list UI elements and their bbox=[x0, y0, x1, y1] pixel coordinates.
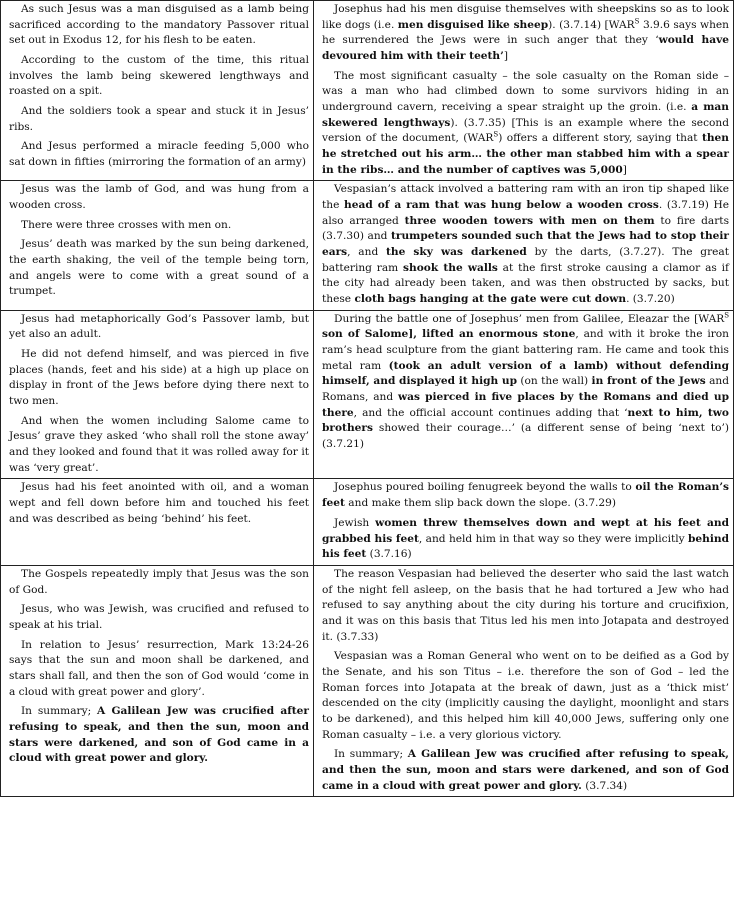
table-row bbox=[1, 310, 734, 479]
left-paragraph: As such Jesus was a man disguised as a lamb being sacrificed according to the mandatory Passover ritual set out in Exodus 12, for his flesh to be eaten. bbox=[9, 3, 309, 47]
bold-text: was pierced in five places by the Romans and died up there bbox=[322, 391, 729, 419]
comparison-table-body bbox=[1, 1, 734, 797]
left-paragraph: And when the women including Salome came to Jesus’ grave they asked ‘who shall roll the stone away’ and they looked and found that it was rolled away for it was ‘very great’. bbox=[9, 414, 309, 474]
left-paragraph: Jesus, who was Jewish, was crucified and refused to speak at his trial. bbox=[9, 603, 309, 631]
right-paragraph bbox=[322, 312, 729, 453]
text-run: ). (3.7.35) [This is an example where the second version of the document, (WAR bbox=[322, 116, 729, 145]
text-run: , and the official account continues adding that ‘ bbox=[353, 406, 628, 419]
text-run: (3.7.34) bbox=[581, 779, 628, 792]
text-run: by the darts, (3.7.27). The great battering ram bbox=[322, 246, 730, 274]
table-row bbox=[1, 181, 734, 310]
bold-text: next to him, two brothers bbox=[322, 406, 729, 435]
left-paragraph bbox=[9, 704, 309, 767]
text-run: Jewish bbox=[334, 516, 376, 529]
right-paragraph bbox=[322, 2, 729, 65]
text-run: showed their courage…’ (a different sense of being ‘next to’) (3.7.21) bbox=[322, 422, 729, 451]
text-run: Josephus poured boiling fenugreek beyond the walls to bbox=[334, 481, 636, 494]
text-run: ). (3.7.14) [WAR bbox=[548, 18, 635, 31]
left-paragraph: Jesus’ death was marked by the sun being darkened, the earth shaking, the veil of the temple being torn, and angels were to come with a great sound of a trumpet. bbox=[9, 238, 309, 298]
text-run: In summary; bbox=[21, 705, 98, 718]
right-paragraph bbox=[322, 747, 729, 794]
superscript: S bbox=[634, 17, 640, 26]
text-run: , and with it broke the iron ram’s head sculpture from the giant battering ram. He came and took this metal ram bbox=[322, 328, 729, 372]
text-run: 3.9.6 says when he surrendered the Jews were in such anger that they ‘ bbox=[322, 18, 729, 47]
bold-text: in front of the Jews bbox=[591, 375, 706, 388]
text-run: at the first stroke causing a clamor as if the city had already been taken, and was then obstructed by sacks, but these bbox=[322, 261, 729, 306]
left-paragraph: Jesus had metaphorically God’s Passover lamb, but yet also an adult. bbox=[9, 312, 309, 341]
bold-text: A Galilean Jew was crucified after refusing to speak, and then the sun, moon and stars were darkened, and son of God came in a cloud with great power and glory. bbox=[9, 705, 309, 765]
table-row bbox=[1, 479, 734, 565]
text-run: , and held him in that way so they were implicitly bbox=[418, 532, 689, 545]
left-cell bbox=[1, 565, 314, 796]
bold-text: head of a ram that was hung below a wooden cross bbox=[344, 199, 659, 212]
bold-text: three wooden towers with men on them bbox=[404, 214, 655, 227]
table-row bbox=[1, 565, 734, 796]
left-paragraph: In relation to Jesus’ resurrection, Mark 13:24-26 says that the sun and moon shall be darkened, and stars shall fall, and then the son of God would ‘come in a cloud with great power and glory’. bbox=[9, 638, 309, 698]
left-paragraph: And the soldiers took a spear and stuck it in Jesus’ ribs. bbox=[9, 105, 309, 133]
left-cell bbox=[1, 310, 314, 479]
text-run: Vespasian was a Roman General who went on to be deified as a God by the Senate, and his son Titus – i.e. therefore the son of God – led the Roman forces into Jotapata at the break of dawn, just as a ‘thick mist’ descended on the city (implicitly causing the daylight, moonlight and stars to be darkened), and this helped him kill 40,000 Jews, suffering only one Roman casualty – i.e. a very glorious victory. bbox=[322, 650, 729, 741]
left-paragraph: The Gospels repeatedly imply that Jesus was the son of God. bbox=[9, 567, 309, 596]
text-run: In summary; bbox=[334, 748, 408, 761]
text-run: and make them slip back down the slope. (3.7.29) bbox=[344, 497, 617, 510]
right-paragraph bbox=[322, 516, 729, 563]
bold-text: oil the Roman’s feet bbox=[322, 481, 729, 510]
text-run: ] bbox=[503, 50, 508, 63]
left-paragraph: And Jesus performed a miracle feeding 5,000 who sat down in fifties (mirroring the formation of an army) bbox=[9, 140, 309, 169]
bold-text: son of Salome], lifted an enormous stone bbox=[322, 328, 576, 341]
text-run: ] bbox=[622, 163, 627, 176]
bold-text: trumpeters sounded such that the Jews had to stop their ears bbox=[322, 230, 729, 259]
text-run: The reason Vespasian had believed the deserter who said the last watch of the night fell asleep, on the basis that he had tortured a Jew who had refused to say anything about the city during his torture and crucifixion, and it was on this basis that Titus led his men into Jotapata and destroyed it. (3.7.33) bbox=[322, 567, 729, 643]
text-run: (3.7.16) bbox=[366, 548, 412, 561]
superscript: S bbox=[493, 130, 499, 139]
text-run: to fire darts (3.7.30) and bbox=[322, 214, 730, 243]
table-row bbox=[1, 1, 734, 181]
bold-text: men disguised like sheep bbox=[397, 18, 549, 31]
right-paragraph bbox=[322, 649, 729, 743]
text-run: Vespasian’s attack involved a battering ram with an iron tip shaped like the bbox=[322, 183, 729, 212]
text-run: and Romans, and bbox=[322, 375, 729, 404]
left-paragraph: Jesus was the lamb of God, and was hung from a wooden cross. bbox=[9, 183, 309, 212]
right-paragraph bbox=[322, 182, 729, 307]
left-paragraph: There were three crosses with men on. bbox=[21, 218, 232, 231]
right-cell bbox=[314, 310, 734, 479]
left-cell bbox=[1, 1, 314, 181]
superscript: S bbox=[724, 311, 729, 320]
right-paragraph bbox=[322, 567, 729, 645]
right-paragraph bbox=[322, 480, 729, 511]
text-run: During the battle one of Josephus’ men from Galilee, Eleazar the [WAR bbox=[334, 312, 725, 325]
text-run: . (3.7.20) bbox=[626, 293, 675, 306]
bold-text: a man skewered lengthways bbox=[322, 101, 729, 129]
right-paragraph bbox=[322, 69, 729, 179]
left-cell bbox=[1, 479, 314, 565]
left-cell bbox=[1, 181, 314, 310]
text-run: . (3.7.19) He also arranged bbox=[322, 199, 729, 227]
right-cell bbox=[314, 181, 734, 310]
text-run: The most significant casualty – the sole casualty on the Roman side – was a man who had climbed down to some survivors hiding in an underground cavern, receiving a spear straight up the groin. (i.e. bbox=[322, 69, 729, 114]
left-paragraph: According to the custom of the time, this ritual involves the lamb being skewered lengthways and roasted on a spit. bbox=[9, 54, 309, 98]
bold-text: women threw themselves down and wept at his feet and grabbed his feet bbox=[322, 516, 729, 545]
text-run: ) offers a different story, saying that bbox=[498, 132, 702, 145]
bold-text: behind his feet bbox=[322, 532, 729, 561]
bold-text: (took an adult version of a lamb) without defending himself, and displayed it high up bbox=[322, 359, 730, 388]
bold-text: would have devoured him with their teeth’ bbox=[322, 34, 729, 63]
left-paragraph: Jesus had his feet anointed with oil, and a woman wept and fell down before him and touched his feet and was described as being ‘behind’ his feet. bbox=[9, 481, 309, 525]
right-cell bbox=[314, 479, 734, 565]
text-run: Josephus had his men disguise themselves with sheepskins so as to look like dogs (i.e. bbox=[322, 3, 729, 31]
bold-text: then he stretched out his arm… the other man stabbed him with a spear in the ribs… and the number of captives was 5,000 bbox=[322, 132, 729, 176]
bold-text: A Galilean Jew was crucified after refusing to speak, and then the sun, moon and stars were darkened, and son of God came in a cloud with great power and glory. bbox=[322, 748, 729, 792]
right-cell bbox=[314, 1, 734, 181]
text-run: , and bbox=[347, 246, 386, 259]
bold-text: the sky was darkened bbox=[386, 246, 527, 259]
text-run: (on the wall) bbox=[517, 375, 592, 388]
right-cell bbox=[314, 565, 734, 796]
bold-text: cloth bags hanging at the gate were cut down bbox=[354, 293, 627, 306]
left-paragraph: He did not defend himself, and was pierced in five places (hands, feet and his side) at a high up place on display in front of the Jews before dying there next to two men. bbox=[9, 348, 309, 408]
bold-text: shook the walls bbox=[403, 261, 498, 274]
